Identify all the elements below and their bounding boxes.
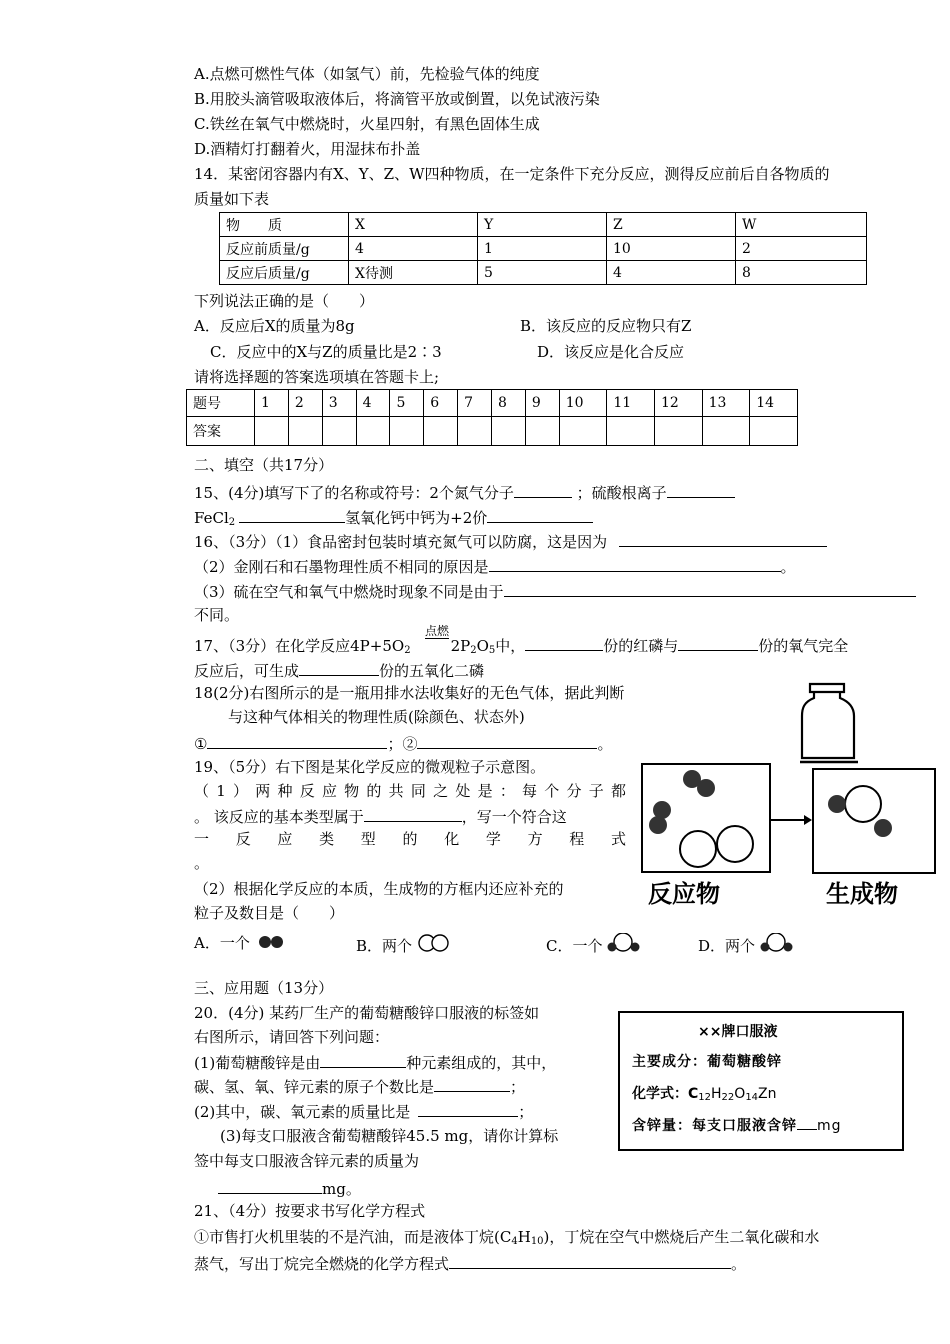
- answer-cell-13[interactable]: [702, 417, 750, 446]
- q17-text-2a: 反应后，可生成: [194, 662, 300, 680]
- q17-eq-c: O: [476, 637, 489, 655]
- label-zinc-unit: mg: [817, 1118, 842, 1134]
- compound-molecule-icon: [607, 933, 647, 955]
- reactant-label: 反应物: [648, 880, 720, 908]
- q19-option-b-text: B．两个: [356, 937, 413, 955]
- two-light-atoms-icon: [417, 933, 451, 955]
- q21-line-1: 21、（4分）按要求书写化学方程式: [194, 1202, 426, 1220]
- q20-line-4: [194, 1075, 525, 1097]
- q16-text-3: （3）硫在空气和氧气中燃烧时现象不同是由于: [194, 583, 504, 601]
- blank-p2o5-parts[interactable]: [299, 659, 379, 676]
- table-cell: 答案: [187, 417, 255, 446]
- answer-sheet-table: [186, 389, 798, 446]
- q16-text-1: 16、（3分）（1）食品密封包装时填充氮气可以防腐，这是因为: [194, 533, 608, 551]
- q18-line-1: 18(2分)右图所示的是一瓶用排水法收集好的无色气体，据此判断: [194, 684, 625, 702]
- q19-line-1: 19、（5分）右下图是某化学反应的微观粒子示意图。: [194, 758, 546, 776]
- q16-line-2: [194, 555, 796, 577]
- q13-option-c: C.铁丝在氧气中燃烧时，火星四射，有黑色固体生成: [194, 115, 540, 133]
- q19-option-d: [698, 933, 800, 956]
- table-row: [220, 237, 867, 261]
- label-zinc-content: [632, 1115, 842, 1135]
- q16-line-4: 不同。: [194, 606, 240, 624]
- answer-cell-9[interactable]: [525, 417, 559, 446]
- q18-line-3: [194, 732, 612, 754]
- blank-caoh2-valence[interactable]: [487, 506, 593, 523]
- answer-cell-1[interactable]: [255, 417, 289, 446]
- q19-line-2: [194, 781, 626, 801]
- gas-bottle-icon: [790, 678, 870, 766]
- blank-phosphorus-parts[interactable]: [525, 634, 603, 651]
- table-row: [220, 261, 867, 285]
- blank-oxygen-parts[interactable]: [678, 634, 758, 651]
- blank-butane-equation[interactable]: [449, 1252, 731, 1269]
- answer-cell-7[interactable]: [458, 417, 492, 446]
- table-row: [187, 390, 798, 417]
- q20-text-5a: (2)其中，碳、氧元素的质量比是: [194, 1103, 411, 1121]
- table-cell: 5: [390, 390, 424, 417]
- table-row: [187, 417, 798, 446]
- q20-text-5b: ；: [518, 1103, 534, 1121]
- q21-h: H: [517, 1228, 531, 1246]
- answer-sheet-intro: 请将选择题的答案选项填在答题卡上;: [194, 368, 440, 386]
- two-dark-atoms-icon: [255, 934, 289, 950]
- q19-text-3a: 。 该反应的基本类型属于: [194, 808, 364, 826]
- table-cell: 4: [607, 261, 736, 285]
- table-cell: 5: [478, 261, 607, 285]
- q20-line-8: [218, 1177, 361, 1199]
- q14-ask: 下列说法正确的是（ ）: [194, 292, 375, 310]
- table-cell: 10: [607, 237, 736, 261]
- table-cell: Y: [478, 213, 607, 237]
- q19-line-6: （2）根据化学反应的本质，生成物的方框内还应补充的: [194, 880, 564, 898]
- section-2-heading: 二、填空（共17分）: [194, 456, 334, 474]
- table-cell: W: [736, 213, 867, 237]
- q13-option-d: D.酒精灯打翻着火，用湿抹布扑盖: [194, 140, 421, 158]
- table-cell: 反应前质量/g: [220, 237, 349, 261]
- table-cell: 4: [356, 390, 390, 417]
- table-cell: 13: [702, 390, 750, 417]
- reaction-arrow-icon: [770, 813, 812, 827]
- table-cell: 8: [736, 261, 867, 285]
- q21-sub-10: 10: [530, 1236, 544, 1247]
- q13-option-a: A.点燃可燃性气体（如氢气）前，先检验气体的纯度: [194, 65, 540, 83]
- table-cell: 物 质: [220, 213, 349, 237]
- table-cell: 2: [736, 237, 867, 261]
- q20-line-5: [194, 1100, 533, 1122]
- q15-text-1: 15、(4分)填写下了的名称或符号：2个氮气分子: [194, 484, 514, 502]
- q15-fecl2-sub: 2: [228, 517, 236, 528]
- q19-option-a-text: A．一个: [194, 934, 250, 952]
- blank-element-count[interactable]: [320, 1051, 406, 1068]
- table-cell: 反应后质量/g: [220, 261, 349, 285]
- q17-eq-b: 2P: [450, 637, 471, 655]
- answer-cell-5[interactable]: [390, 417, 424, 446]
- label-ingredient: 主要成分：葡萄糖酸锌: [632, 1054, 782, 1070]
- q17-text-e: 份的红磷与: [603, 637, 679, 655]
- q19-text-2: （1）两种反应物的共同之处是：每个分子都: [194, 782, 626, 800]
- q19-line-5: 。: [194, 854, 210, 872]
- table-cell: 4: [349, 237, 478, 261]
- q15-line-2: [194, 506, 593, 533]
- compound-molecule-icon: [760, 933, 800, 955]
- q14-option-b: B．该反应的反应物只有Z: [520, 317, 692, 335]
- q20-line-1: 20．(4分) 某药厂生产的葡萄糖酸锌口服液的标签如: [194, 1004, 540, 1022]
- blank-gas-property-1[interactable]: [207, 732, 387, 749]
- q18-mark-2: ；②: [387, 735, 418, 753]
- q13-option-b: B.用胶头滴管吸取液体后，将滴管平放或倒置，以免试液污染: [194, 90, 600, 108]
- product-box: [812, 768, 936, 874]
- q14-mass-table: [219, 212, 867, 285]
- blank-diamond-graphite[interactable]: [489, 555, 781, 572]
- q15-line-1: [194, 481, 735, 503]
- blank-gas-property-2[interactable]: [417, 732, 597, 749]
- label-zn: Zn: [758, 1086, 777, 1102]
- q21-text-2b: )，丁烷在空气中燃烧后产生二氧化碳和水: [543, 1228, 820, 1246]
- q20-line-2: 右图所示，请回答下列问题：: [194, 1028, 390, 1046]
- q19-line-3: [194, 805, 567, 827]
- blank-mass-ratio[interactable]: [418, 1100, 518, 1117]
- product-label: 生成物: [826, 880, 898, 908]
- q17-sub-5: 5: [488, 645, 496, 656]
- q15-text-2: ；硫酸根离子: [576, 484, 667, 502]
- q17-text-f: 份的氧气完全: [758, 637, 849, 655]
- q17-line-1: [194, 634, 848, 661]
- answer-cell-3[interactable]: [322, 417, 356, 446]
- answer-cell-8[interactable]: [492, 417, 526, 446]
- table-cell: 9: [525, 390, 559, 417]
- oral-liquid-label: [618, 1011, 904, 1151]
- q14-option-c: C．反应中的X与Z的质量比是2∶3: [210, 343, 442, 361]
- table-cell: X待测: [349, 261, 478, 285]
- table-cell: 10: [559, 390, 607, 417]
- table-cell: X: [349, 213, 478, 237]
- blank-sulfur-burning[interactable]: [504, 580, 916, 597]
- label-o: O: [734, 1086, 746, 1102]
- q17-condition: 点燃: [425, 624, 450, 638]
- q19-line-7: 粒子及数目是（ ）: [194, 904, 345, 922]
- q19-option-d-text: D．两个: [698, 937, 756, 955]
- q15-caoh2-text: 氢氧化钙中钙为+2价: [345, 509, 488, 527]
- q18-line-2: 与这种气体相关的物理性质(除颜色、状态外): [228, 708, 525, 726]
- q21-text-3b: 。: [731, 1255, 747, 1273]
- answer-cell-11[interactable]: [607, 417, 655, 446]
- q21-line-2: [194, 1227, 819, 1252]
- table-cell: 6: [424, 390, 458, 417]
- q20-text-3a: (1)葡萄糖酸锌是由: [194, 1054, 321, 1072]
- q21-sub-4: 4: [511, 1236, 518, 1247]
- table-cell: 1: [478, 237, 607, 261]
- q15-fecl2: FeCl: [194, 509, 229, 527]
- q17-line-2: [194, 659, 484, 681]
- table-cell: Z: [607, 213, 736, 237]
- label-formula-prefix: 化学式：C: [632, 1086, 699, 1102]
- q19-text-3b: ，写一个符合这: [461, 808, 567, 826]
- q19-text-4: 一反应类型的化学方程式: [194, 830, 626, 848]
- q21-line-3: [194, 1252, 746, 1274]
- q14-stem-cont: 质量如下表: [194, 190, 270, 208]
- table-cell: 11: [607, 390, 655, 417]
- blank-atom-ratio[interactable]: [434, 1075, 510, 1092]
- table-row: [220, 213, 867, 237]
- reactant-box: [641, 763, 771, 873]
- answer-cell-6[interactable]: [424, 417, 458, 446]
- label-title: ××牌口服液: [698, 1024, 778, 1040]
- q20-line-7: 签中每支口服液含锌元素的质量为: [194, 1152, 420, 1170]
- table-cell: 8: [492, 390, 526, 417]
- q20-text-4b: ；: [510, 1078, 526, 1096]
- q19-option-b: [356, 933, 451, 956]
- q20-text-4a: 碳、氢、氧、锌元素的原子个数比是: [194, 1078, 435, 1096]
- label-sub-12: 12: [698, 1092, 712, 1103]
- answer-cell-2[interactable]: [288, 417, 322, 446]
- q19-option-c-text: C．一个: [546, 937, 603, 955]
- table-cell: 2: [288, 390, 322, 417]
- blank-fecl2-name[interactable]: [239, 506, 345, 523]
- q16-line-1: [194, 530, 827, 552]
- q16-text-2: （2）金刚石和石墨物理性质不相同的原因是: [194, 558, 489, 576]
- answer-cell-14[interactable]: [750, 417, 798, 446]
- q17-sub-2b: 2: [470, 645, 477, 656]
- blank-sulfate-ion[interactable]: [667, 481, 735, 498]
- label-formula: [632, 1083, 777, 1103]
- label-zinc-blank: [797, 1115, 817, 1130]
- q16-text-2-end: 。: [780, 558, 796, 576]
- blank-n2-molecules[interactable]: [514, 481, 572, 498]
- blank-reaction-type[interactable]: [364, 805, 462, 822]
- q17-eq-d: 中，: [495, 637, 526, 655]
- q19-option-a: [194, 933, 289, 953]
- reactant-particles-icon: [643, 765, 769, 871]
- table-cell: 题号: [187, 390, 255, 417]
- table-cell: 7: [458, 390, 492, 417]
- table-cell: 12: [654, 390, 702, 417]
- q14-stem: 14．某密闭容器内有X、Y、Z、W四种物质，在一定条件下充分反应，测得反应前后自各物质的: [194, 165, 830, 183]
- table-cell: 14: [750, 390, 798, 417]
- q21-text-2a: ①市售打火机里装的不是汽油，而是液体丁烷(C: [194, 1228, 512, 1246]
- q14-option-d: D．该反应是化合反应: [537, 343, 685, 361]
- q17-eq-a: 17、（3分）在化学反应4P+5O: [194, 637, 405, 655]
- table-cell: 3: [322, 390, 356, 417]
- label-sub-22: 22: [721, 1092, 735, 1103]
- q18-end: 。: [597, 735, 613, 753]
- blank-zinc-mass[interactable]: [218, 1177, 322, 1194]
- q18-mark-1: ①: [194, 735, 208, 753]
- answer-cell-12[interactable]: [654, 417, 702, 446]
- table-cell: 1: [255, 390, 289, 417]
- answer-cell-10[interactable]: [559, 417, 607, 446]
- q20-line-3: [194, 1051, 556, 1073]
- q14-option-a: A．反应后X的质量为8g: [194, 317, 355, 335]
- section-3-heading: 三、应用题（13分）: [194, 979, 334, 997]
- q20-text-8: mg。: [322, 1180, 361, 1198]
- q19-option-c: [546, 933, 647, 956]
- label-sub-14: 14: [745, 1092, 759, 1103]
- product-particles-icon: [814, 770, 934, 872]
- q16-line-3: [194, 580, 916, 602]
- label-zinc-text: 含锌量：每支口服液含锌: [632, 1118, 797, 1134]
- q21-text-3a: 蒸气，写出丁烷完全燃烧的化学方程式: [194, 1255, 450, 1273]
- blank-nitrogen-reason[interactable]: [619, 530, 827, 547]
- q20-line-6: (3)每支口服液含葡萄糖酸锌45.5 mg，请你计算标: [220, 1127, 559, 1145]
- answer-cell-4[interactable]: [356, 417, 390, 446]
- q19-line-4: [194, 829, 626, 849]
- q17-sub-2: 2: [404, 645, 411, 656]
- label-h: H: [711, 1086, 722, 1102]
- q17-text-2b: 份的五氧化二磷: [379, 662, 485, 680]
- q20-text-3b: 种元素组成的，其中，: [406, 1054, 557, 1072]
